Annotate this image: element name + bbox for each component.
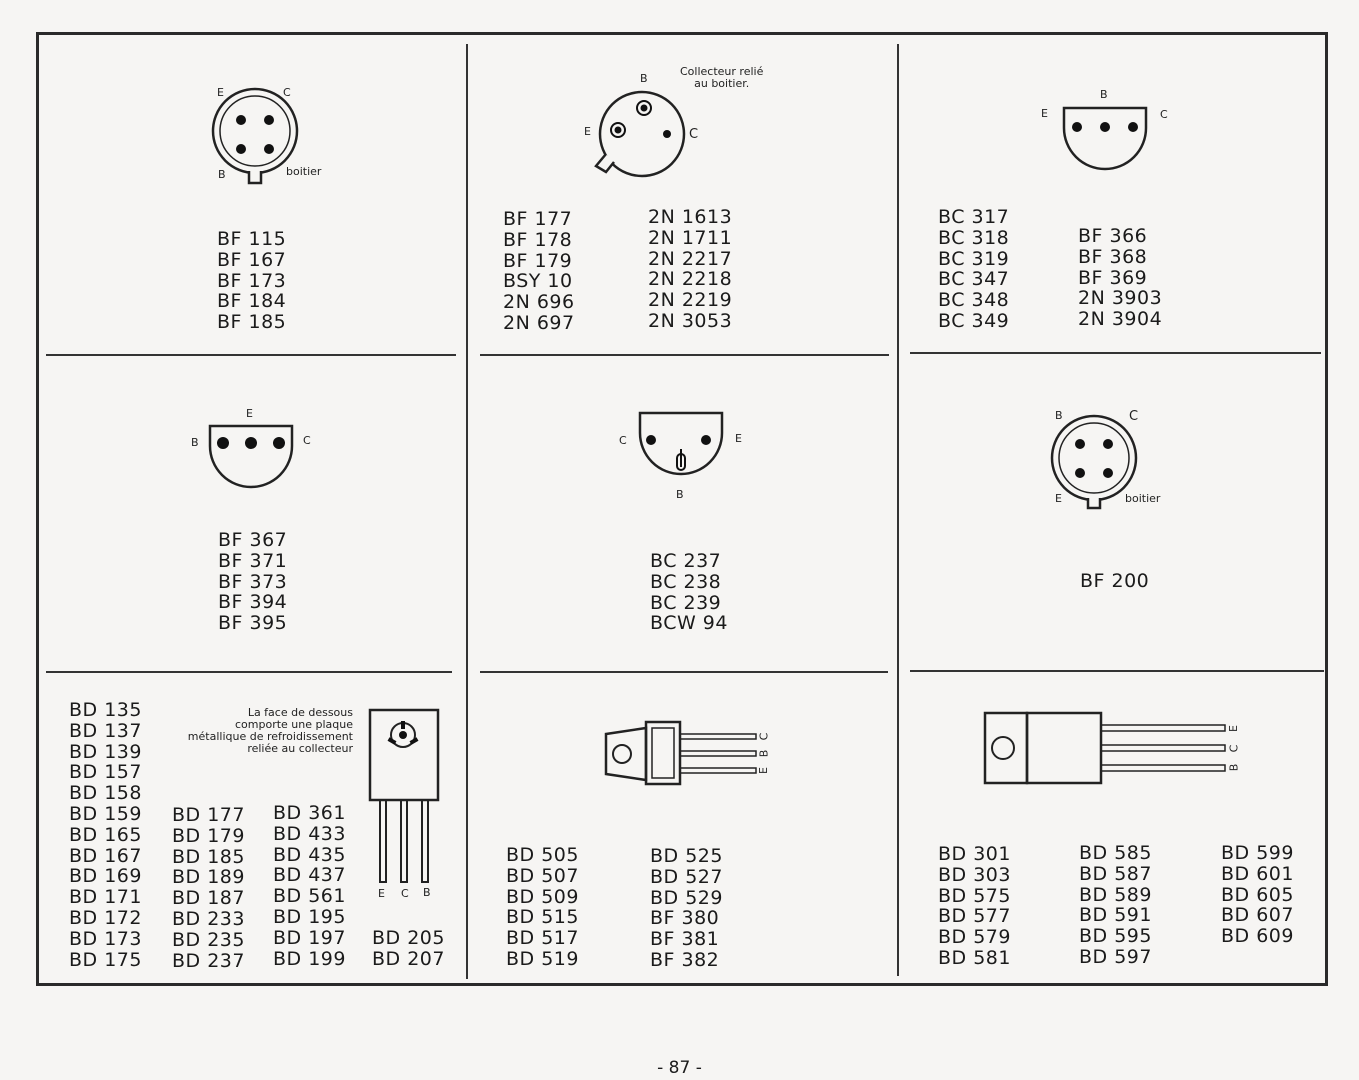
part-number: BD 158 [69,782,142,805]
r2c1-pin-e: E [246,407,253,420]
part-number: BF 185 [217,311,287,334]
grid-divider-h1-a [46,354,456,356]
part-number: BD 205 [372,927,445,949]
part-number: BD 579 [938,926,1011,949]
part-number: 2N 696 [503,291,575,314]
part-number: BF 173 [217,269,287,292]
r2c1-part-list [218,530,287,634]
grid-divider-h1-c [910,352,1321,354]
part-number: BD 587 [1079,862,1152,885]
part-number: BF 368 [1078,245,1148,268]
part-number: 2N 2217 [648,247,733,270]
part-number: BC 317 [938,206,1010,228]
part-number: BD 361 [273,802,346,824]
r3c2-package-diagram [604,718,764,790]
part-number: BF 115 [217,228,287,250]
r1c2-pin-c: C [689,127,699,142]
r1c2-part-list-right [648,207,732,332]
part-number: BD 179 [172,824,245,847]
part-number: BD 433 [273,822,346,845]
part-number: BD 507 [506,864,579,887]
part-number: BD 597 [1079,945,1152,968]
part-number: BF 380 [650,907,720,930]
part-number: BD 505 [506,844,579,866]
part-number: BCW 94 [650,612,728,635]
part-number: BD 435 [273,843,346,866]
r1c2-package-diagram [592,88,692,183]
part-number: BF 395 [218,612,288,635]
part-number: 2N 697 [503,311,575,334]
part-number: BD 301 [938,843,1011,865]
part-number: BD 187 [172,887,245,910]
grid-divider-v2 [897,44,899,976]
r2c2-pin-c: C [619,434,627,447]
part-number: BF 381 [650,928,720,951]
r3c3-pin-b: B [1227,763,1241,772]
r1c3-pin-e: E [1041,107,1048,120]
r1c1-pin-b: B [218,168,226,181]
r3c1-pin-b: B [423,886,431,899]
part-number: BSY 10 [503,270,573,293]
part-number: BD 199 [273,947,346,970]
grid-divider-v1 [466,44,468,979]
part-number: BD 189 [172,866,245,889]
part-number: BD 195 [273,905,346,928]
part-number: 2N 2219 [648,289,733,312]
part-number: BF 179 [503,249,573,272]
r2c3-pin-c: C [1129,409,1139,424]
part-number: BD 529 [650,886,723,909]
part-number: BD 167 [69,844,142,867]
part-number: BD 437 [273,864,346,887]
part-number: BF 371 [218,549,288,572]
r3c1-heatsink-note [188,707,353,755]
r1c1-case-label: boitier [286,165,322,178]
r1c3-part-list-left [938,207,1009,332]
r1c3-part-list-right [1078,226,1162,330]
r2c1-pin-b: B [191,436,199,449]
part-number: BD 165 [69,823,142,846]
part-number: BF 366 [1078,225,1148,247]
part-number: 2N 2218 [648,268,733,291]
part-number: BC 237 [650,550,722,572]
r3c1-part-list-col3 [273,803,346,969]
r2c1-pin-c: C [303,434,311,447]
r1c3-pin-b: B [1100,88,1108,101]
part-number: BC 348 [938,289,1010,312]
r3c3-package-diagram [983,711,1228,787]
grid-divider-h2-a [46,671,452,673]
part-number: BD 581 [938,946,1011,969]
r3c2-pin-e: E [756,767,770,774]
grid-divider-h2-b [480,671,888,673]
r3c2-part-list-left [506,845,579,970]
r1c2-collector-note [680,66,763,90]
part-number: BD 601 [1221,862,1294,885]
part-number: BD 171 [69,886,142,909]
part-number: BD 577 [938,905,1011,928]
part-number: BD 517 [506,927,579,950]
part-number: BD 599 [1221,842,1294,864]
part-number: BD 169 [69,865,142,888]
r2c3-pin-e: E [1055,492,1062,505]
part-number: BD 575 [938,884,1011,907]
part-number: BF 369 [1078,266,1148,289]
r3c1-part-list-col1 [69,700,142,970]
r2c2-package-diagram [636,409,726,481]
part-number: BD 175 [69,948,142,971]
r3c1-pin-e: E [378,887,385,900]
r3c3-part-list-col1 [938,844,1011,969]
part-number: BD 173 [69,927,142,950]
r2c1-package-diagram [206,422,296,492]
r1c2-pin-b: B [640,72,648,85]
r3c1-pin-c: C [401,887,409,900]
part-number: 2N 3903 [1078,287,1163,310]
part-number: BD 589 [1079,883,1152,906]
r3c2-pin-c: C [757,732,771,741]
part-number: BD 605 [1221,883,1294,906]
part-number: BD 207 [372,947,445,970]
note-line: La face de dessous [247,706,353,719]
part-number: BD 585 [1079,842,1152,864]
part-number: BD 303 [938,863,1011,886]
part-number: BD 177 [172,804,245,826]
grid-divider-h1-b [480,354,889,356]
part-number: 2N 3053 [648,309,733,332]
r2c3-pin-b: B [1055,409,1063,422]
part-number: BD 135 [69,699,142,721]
r3c3-part-list-col3 [1221,843,1294,947]
part-number: 2N 1711 [648,226,733,249]
part-number: 2N 3904 [1078,308,1163,331]
part-number: BD 561 [273,885,346,908]
part-number: BD 509 [506,885,579,908]
part-number: BD 185 [172,845,245,868]
r2c3-case-label: boitier [1125,492,1161,505]
r3c1-part-list-col2 [172,805,245,971]
part-number: BD 235 [172,928,245,951]
r1c1-pin-c: C [283,86,291,99]
r3c2-part-list-right [650,846,723,971]
r2c2-part-list [650,551,728,634]
part-number: BF 200 [1080,570,1150,592]
page-number: - 87 - [657,1058,702,1078]
r1c2-part-list-left [503,209,575,334]
r1c1-pin-e: E [217,86,224,99]
part-number: BD 607 [1221,904,1294,927]
note-line: reliée au collecteur [247,742,353,755]
note-line: au boitier. [694,77,750,90]
part-number: BD 137 [69,719,142,742]
part-number: BC 349 [938,309,1010,332]
r3c2-pin-b: B [757,749,771,758]
part-number: BD 525 [650,845,723,867]
part-number: BD 527 [650,865,723,888]
grid-divider-h2-c [910,670,1324,672]
part-number: BD 139 [69,740,142,763]
r3c1-part-list-col4 [372,928,445,970]
part-number: 2N 1613 [648,206,733,228]
part-number: BD 609 [1221,925,1294,948]
part-number: BF 367 [218,529,288,551]
part-number: BD 197 [273,926,346,949]
part-number: BD 172 [69,906,142,929]
part-number: BF 167 [217,248,287,271]
part-number: BF 178 [503,228,573,251]
part-number: BD 237 [172,949,245,972]
part-number: BF 394 [218,591,288,614]
r3c3-part-list-col2 [1079,843,1152,968]
note-line: comporte une plaque [234,718,353,731]
part-number: BC 238 [650,570,722,593]
r3c3-pin-e: E [1226,725,1240,732]
r3c3-pin-c: C [1227,744,1241,753]
part-number: BC 347 [938,268,1010,291]
part-number: BD 515 [506,906,579,929]
r2c2-pin-e: E [735,432,742,445]
r1c3-pin-c: C [1160,108,1168,121]
r1c3-package-diagram [1060,104,1150,174]
part-number: BC 239 [650,591,722,614]
r1c1-part-list [217,229,286,333]
part-number: BF 177 [503,208,573,230]
part-number: BF 382 [650,948,720,971]
r1c2-pin-e: E [584,125,591,138]
part-number: BD 595 [1079,925,1152,948]
part-number: BD 519 [506,947,579,970]
part-number: BD 591 [1079,904,1152,927]
part-number: BD 157 [69,761,142,784]
part-number: BF 373 [218,570,288,593]
r3c1-package-diagram [368,708,440,888]
r2c2-pin-b: B [676,488,684,501]
note-line: métallique de refroidissement [187,730,353,743]
r2c3-part-list [1080,571,1149,592]
part-number: BD 233 [172,907,245,930]
part-number: BC 319 [938,247,1010,270]
part-number: BC 318 [938,226,1010,249]
note-line: Collecteur relié [680,65,764,78]
part-number: BD 159 [69,802,142,825]
part-number: BF 184 [217,290,287,313]
